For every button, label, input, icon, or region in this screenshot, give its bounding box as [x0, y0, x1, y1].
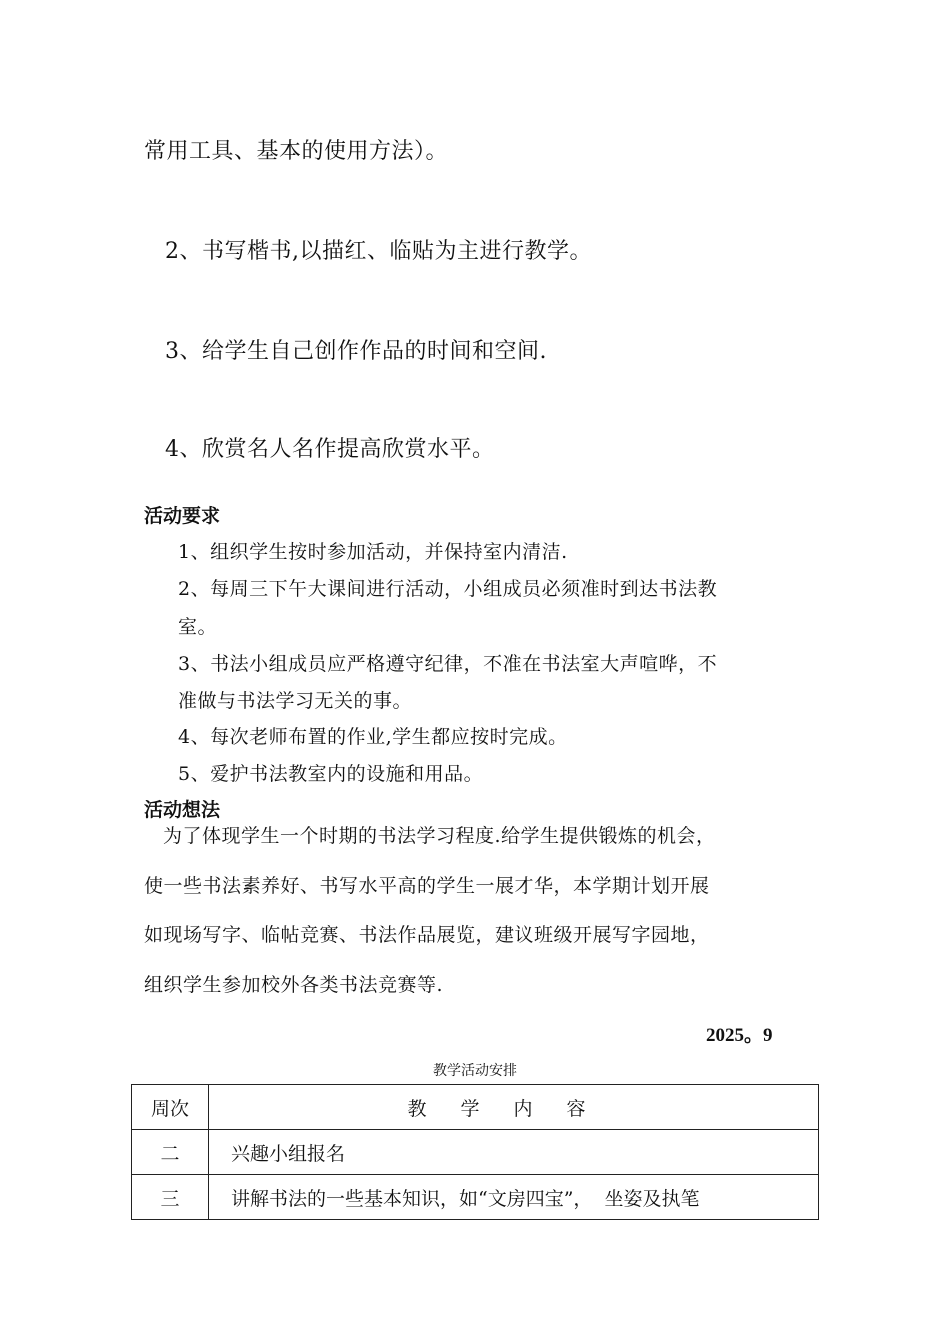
week-cell: 二	[132, 1130, 209, 1175]
ideas-line: 如现场写字、临帖竞赛、书法作品展览，建议班级开展写字园地，	[144, 924, 710, 946]
requirement-line: 4、每次老师布置的作业,学生都应按时完成。	[178, 726, 568, 748]
requirement-line: 1、组织学生按时参加活动，并保持室内清洁.	[178, 541, 568, 563]
content-cell: 讲解书法的一些基本知识，如“文房四宝”， 坐姿及执笔	[209, 1175, 819, 1220]
content-item: 3、给学生自己创作作品的时间和空间.	[165, 339, 547, 364]
ideas-line: 为了体现学生一个时期的书法学习程度.给学生提供锻炼的机会，	[163, 825, 716, 847]
content-cell: 兴趣小组报名	[209, 1130, 819, 1175]
requirement-line: 3、书法小组成员应严格遵守纪律，不准在书法室大声喧哗，不	[178, 653, 718, 675]
ideas-line: 组织学生参加校外各类书法竞赛等.	[144, 974, 444, 996]
requirements-heading: 活动要求	[144, 505, 221, 527]
table-row	[132, 1130, 819, 1175]
requirement-line: 5、爱护书法教室内的设施和用品。	[178, 763, 484, 785]
document-date: 2025。9	[706, 1025, 773, 1046]
content-column-header: 教学内容	[209, 1085, 819, 1130]
requirement-line: 2、每周三下午大课间进行活动，小组成员必须准时到达书法教	[178, 578, 718, 600]
content-item: 2、书写楷书,以描红、临贴为主进行教学。	[165, 239, 592, 264]
ideas-line: 使一些书法素养好、书写水平高的学生一展才华，本学期计划开展	[144, 875, 710, 897]
ideas-heading: 活动想法	[144, 799, 221, 821]
requirement-line: 准做与书法学习无关的事。	[178, 690, 413, 712]
schedule-table	[131, 1084, 819, 1220]
table-row	[132, 1175, 819, 1220]
requirement-line: 室。	[178, 616, 218, 638]
intro-continuation: 常用工具、基本的使用方法）。	[144, 139, 449, 164]
schedule-caption: 教学活动安排	[433, 1063, 517, 1079]
table-header-row	[132, 1085, 819, 1130]
week-cell: 三	[132, 1175, 209, 1220]
week-column-header: 周次	[132, 1085, 209, 1130]
content-item: 4、欣赏名人名作提高欣赏水平。	[165, 437, 495, 462]
